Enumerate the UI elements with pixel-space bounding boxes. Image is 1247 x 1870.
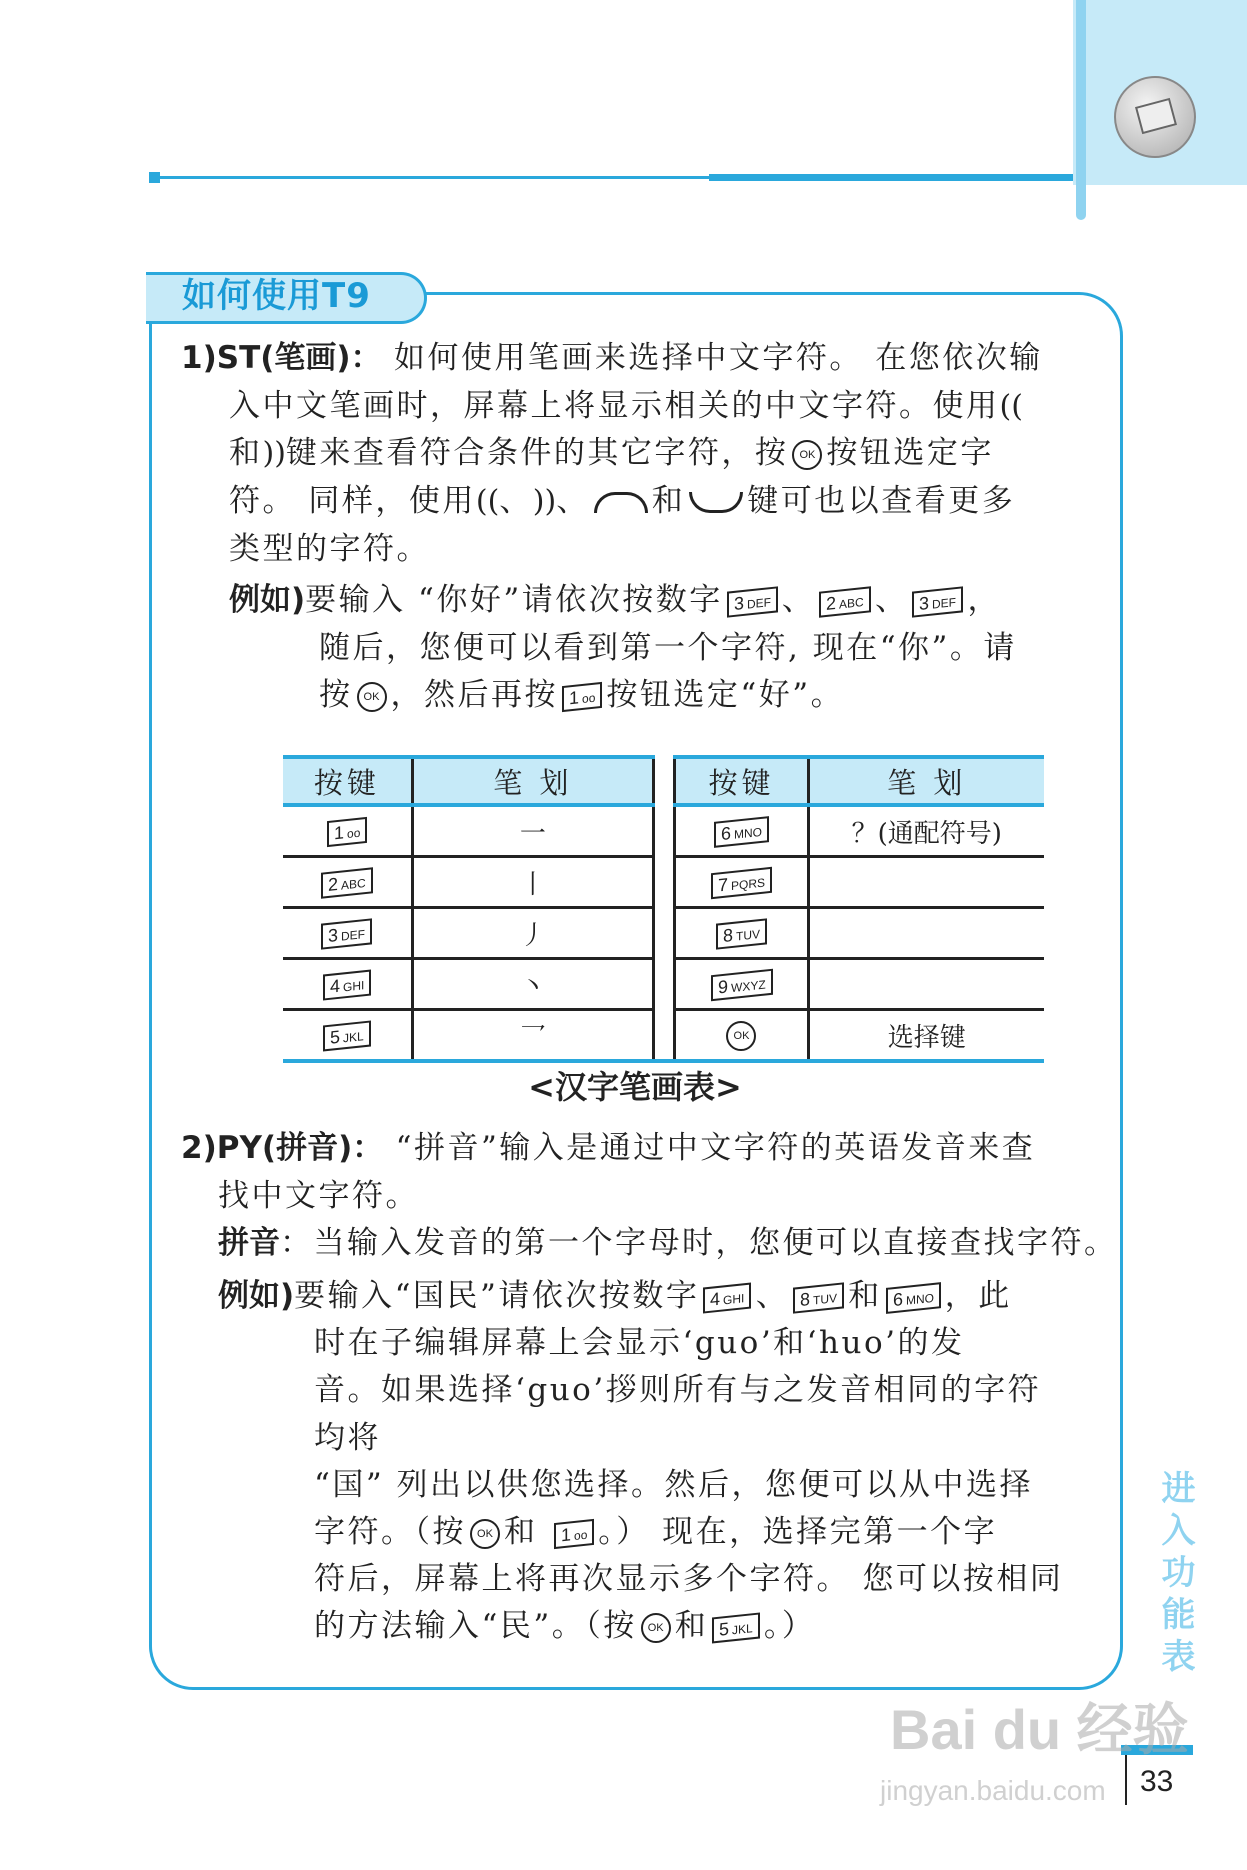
left-soft-key-icon: ((	[999, 388, 1023, 424]
table-cell	[283, 908, 412, 959]
bold-label: 2)PY(拼音)：	[181, 1130, 384, 1166]
side-label: 进入功能表	[1155, 1470, 1195, 1680]
table-cell	[808, 1010, 1044, 1062]
column-header: 笔 划	[808, 757, 1044, 805]
key-number: 2	[826, 592, 837, 614]
text-run: “国” 列出以供您选择。然后，您便可以从中选择	[314, 1466, 1034, 1503]
bold-label: 拼音	[218, 1225, 280, 1261]
column-gap	[654, 1010, 675, 1062]
key-5-icon	[712, 1612, 760, 1643]
table-cell	[808, 857, 1044, 908]
text-line	[314, 1559, 1063, 1599]
text-run: ，	[967, 582, 1001, 618]
watermark-url: jingyan.baidu.com	[880, 1775, 1106, 1806]
key-number: 6	[720, 823, 731, 845]
text-run: 丿	[519, 920, 546, 951]
text-run: 的方法输入“民”。（按	[314, 1608, 637, 1645]
section-title: 如何使用T9	[182, 276, 371, 316]
key-2-icon	[819, 586, 871, 617]
text-run: 乛	[519, 1022, 546, 1053]
column-header: 笔 划	[412, 757, 653, 805]
ok-key-icon: OK	[726, 1021, 756, 1051]
key-number: 5	[719, 1618, 730, 1640]
key-number: 9	[717, 976, 728, 998]
text-run: 按钮选定“好”。	[606, 677, 845, 714]
text-line	[319, 628, 1017, 668]
left-soft-key-icon: ((	[475, 484, 500, 520]
key-letters: MNO	[733, 824, 762, 842]
table-caption: <汉字笔画表>	[528, 1068, 742, 1106]
text-line	[181, 1128, 1035, 1168]
key-6-icon	[886, 1282, 941, 1314]
text-run: 丶	[519, 971, 546, 1002]
column-gap	[654, 757, 675, 805]
table-cell	[283, 857, 412, 908]
table-cell	[808, 908, 1044, 959]
text-line	[314, 1370, 1041, 1410]
key-number: 3	[919, 592, 930, 614]
key-letters: ABC	[839, 594, 864, 612]
table-cell	[412, 805, 653, 857]
key-number: 8	[722, 924, 733, 946]
text-run: 要输入 “你好”请依次按数字	[305, 582, 723, 618]
key-9-icon	[711, 969, 773, 1001]
text-run: 均将	[314, 1419, 381, 1456]
key-letters: oo	[346, 825, 361, 842]
header-rule-thick	[709, 174, 1073, 181]
table-row	[283, 857, 1044, 908]
text-run: ？(通配符号)	[851, 818, 1002, 849]
text-run: 、	[556, 483, 590, 520]
text-run: 。）	[763, 1608, 816, 1645]
key-1-icon	[562, 682, 602, 712]
text-run: 丨	[519, 869, 546, 900]
table-cell	[283, 805, 412, 857]
key-number: 6	[892, 1288, 903, 1310]
page-tick	[1125, 1755, 1127, 1805]
table-cell	[675, 959, 808, 1010]
table-cell	[412, 908, 653, 959]
corner-band-bar	[1076, 0, 1086, 220]
key-letters: oo	[582, 690, 596, 706]
text-run: 、	[499, 483, 533, 520]
text-run: 音。如果选择‘guo’拶则所有与之发音相同的字符	[314, 1372, 1042, 1409]
text-run: ，然后再按	[390, 677, 558, 714]
ok-key-icon: OK	[357, 682, 387, 712]
watermark-logo: Bai du 经验	[890, 1698, 1189, 1761]
ok-key-icon: OK	[792, 440, 822, 470]
text-run: 要输入“国民”请依次按数字	[294, 1278, 700, 1314]
text-line	[218, 1276, 1012, 1316]
key-letters: JKL	[732, 1621, 753, 1638]
text-run: 、	[874, 582, 909, 618]
table-cell	[675, 908, 808, 959]
column-gap	[654, 959, 675, 1010]
envelope-icon	[1114, 76, 1196, 158]
key-number: 4	[710, 1288, 721, 1310]
column-gap	[654, 805, 675, 857]
text-line	[314, 1465, 1033, 1505]
text-run: “拼音”输入是通过中文字符的英语发音来查	[383, 1130, 1036, 1166]
bold-label: 1)ST(笔画)：	[181, 340, 382, 376]
text-run: 一	[519, 818, 546, 849]
key-number: 8	[800, 1288, 811, 1310]
key-6-icon	[714, 816, 769, 848]
text-run: 键可也以查看更多	[747, 483, 1016, 520]
page-number: 33	[1140, 1765, 1174, 1798]
key-8-icon	[793, 1282, 844, 1313]
table-cell	[808, 959, 1044, 1010]
key-7-icon	[711, 867, 772, 899]
text-run: 入中文笔画时，屏幕上将显示相关的中文字符。使用	[229, 387, 1000, 424]
key-letters: TUV	[813, 1290, 838, 1308]
key-number: 1	[333, 822, 344, 844]
text-line	[218, 1176, 419, 1216]
text-line	[229, 433, 994, 474]
stroke-table	[283, 755, 1044, 1063]
key-number: 7	[717, 874, 728, 896]
table-cell	[675, 1010, 808, 1062]
key-3-icon	[321, 918, 372, 949]
table-row	[283, 805, 1044, 857]
key-letters: PQRS	[730, 875, 765, 894]
text-run: 、	[781, 582, 816, 618]
text-line	[218, 1223, 1118, 1263]
text-run: 和	[848, 1278, 882, 1314]
key-letters: DEF	[932, 594, 957, 612]
text-run: 、	[755, 1278, 790, 1314]
key-4-icon	[323, 969, 371, 1000]
text-run: 选择键	[887, 1022, 966, 1053]
table-cell	[675, 857, 808, 908]
key-4-icon	[703, 1282, 751, 1313]
text-run: 和	[504, 1514, 550, 1550]
text-run: 符。 同样，使用	[229, 483, 476, 520]
table-cell	[675, 805, 808, 857]
text-run: 按钮选定字	[826, 435, 994, 472]
key-letters: DEF	[341, 927, 366, 944]
key-letters: oo	[573, 1527, 588, 1543]
column-header: 按键	[675, 757, 808, 805]
key-8-icon	[716, 918, 767, 949]
key-letters: TUV	[735, 927, 760, 944]
text-run: 符后，屏幕上将再次显示多个字符。 您可以按相同	[314, 1561, 1064, 1598]
ok-key-icon: OK	[470, 1519, 500, 1549]
text-run: 和	[651, 483, 686, 520]
text-run: 如何使用笔画来选择中文字符。 在您依次输	[381, 340, 1043, 376]
text-run: 随后，您便可以看到第一个字符, 现在“你”。请	[319, 629, 1017, 666]
key-number: 4	[329, 975, 340, 997]
key-3-icon	[912, 586, 963, 617]
text-run: 找中文字符。	[218, 1177, 419, 1214]
key-5-icon	[323, 1020, 371, 1051]
text-run: 按	[319, 677, 353, 714]
table-cell	[283, 1010, 412, 1062]
right-soft-key-icon: ))	[262, 436, 286, 472]
text-line	[229, 580, 1001, 620]
nav-down-key-icon	[689, 492, 743, 513]
text-line	[181, 338, 1043, 378]
text-run: 键来查看符合条件的其它字符，按	[285, 435, 789, 472]
column-gap	[654, 908, 675, 959]
key-number: 2	[328, 873, 339, 895]
key-letters: GHI	[723, 1290, 745, 1307]
text-run: ：当输入发音的第一个字母时，您便可以直接查找字符。	[280, 1225, 1118, 1261]
key-number: 1	[569, 687, 580, 709]
key-letters: JKL	[343, 1029, 364, 1046]
text-run: 字符。（按	[314, 1514, 466, 1550]
key-3-icon	[727, 586, 778, 617]
text-line	[314, 1606, 815, 1646]
key-number: 3	[733, 592, 744, 614]
text-line	[229, 386, 1023, 427]
text-run: 和	[229, 435, 263, 472]
key-letters: ABC	[341, 876, 366, 893]
nav-up-key-icon	[594, 492, 648, 513]
text-run: ，此	[944, 1278, 1012, 1314]
table-row	[283, 908, 1044, 959]
text-line	[229, 529, 430, 569]
text-line	[229, 481, 1015, 522]
text-run: 时在子编辑屏幕上会显示‘guo’和‘huo’的发	[314, 1325, 965, 1362]
key-letters: GHI	[342, 978, 365, 995]
key-1-icon	[327, 817, 367, 847]
table-cell	[412, 959, 653, 1010]
column-gap	[654, 857, 675, 908]
key-number: 3	[328, 924, 339, 946]
key-2-icon	[321, 867, 373, 898]
key-letters: MNO	[905, 1290, 934, 1308]
right-soft-key-icon: ))	[532, 484, 557, 520]
text-run: 类型的字符。	[229, 530, 430, 567]
key-letters: WXYZ	[730, 977, 766, 996]
bold-label: 例如)	[229, 582, 306, 618]
table-row	[283, 959, 1044, 1010]
text-run: 。） 现在，选择完第一个字	[598, 1514, 998, 1550]
text-line	[314, 1323, 964, 1363]
table-cell	[283, 959, 412, 1010]
text-line	[314, 1512, 997, 1552]
bold-label: 例如)	[218, 1278, 295, 1314]
table-cell	[808, 805, 1044, 857]
key-letters: DEF	[746, 594, 771, 612]
text-line	[319, 675, 844, 715]
key-number: 5	[330, 1026, 341, 1048]
text-run: 和	[674, 1608, 709, 1645]
key-number: 1	[560, 1523, 571, 1545]
text-line	[314, 1418, 381, 1458]
table-row	[283, 1010, 1044, 1062]
column-header: 按键	[283, 757, 412, 805]
ok-key-icon: OK	[641, 1613, 671, 1643]
table-cell	[412, 1010, 653, 1062]
key-1-icon	[554, 1518, 594, 1548]
table-cell	[412, 857, 653, 908]
